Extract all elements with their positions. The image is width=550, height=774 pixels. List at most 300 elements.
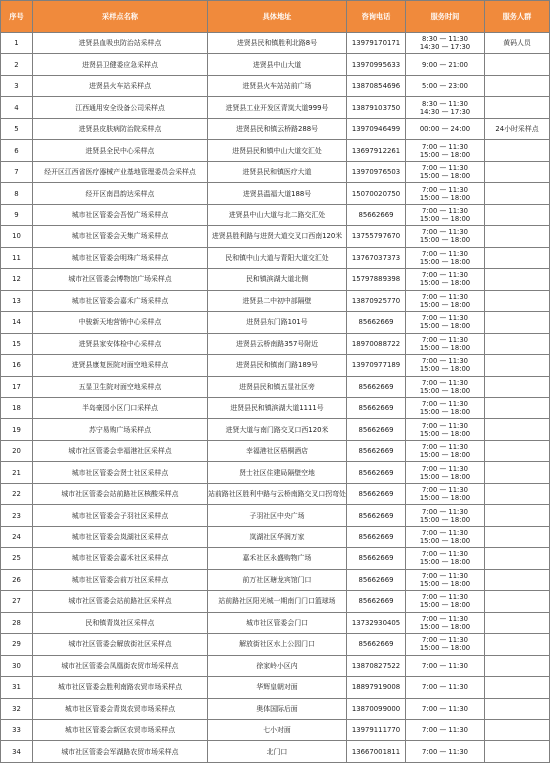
cell-address: 民和镇中山大道与青阳大道交汇处 [208,247,347,268]
time-line: 7:00 — 11:30 [422,314,468,323]
cell-no: 14 [1,312,33,333]
cell-name: 城市社区管委会子羽社区采样点 [33,505,208,526]
cell-time [406,97,485,118]
cell-phone: 13697912261 [347,140,406,161]
cell-no: 1 [1,33,33,54]
time-line: 7:00 — 11:30 [422,683,468,692]
cell-group [485,75,550,96]
table-row [1,376,550,397]
cell-address: 岚湖社区华润万家 [208,526,347,547]
time-line: 15:00 — 18:00 [419,622,471,631]
header-group: 服务人群 [485,1,550,33]
cell-phone: 13970977189 [347,355,406,376]
cell-group [485,290,550,311]
time-line: 15:00 — 18:00 [419,214,471,223]
cell-group [485,419,550,440]
cell-name: 苏宁易购广场采样点 [33,419,208,440]
header-time: 服务时间 [406,1,485,33]
time-line: 7:00 — 11:30 [422,292,468,301]
cell-phone: 85662669 [347,483,406,504]
cell-time [406,204,485,225]
time-line: 7:00 — 11:30 [422,400,468,409]
time-line: 15:00 — 18:00 [419,472,471,481]
cell-group [485,397,550,418]
cell-no: 30 [1,655,33,676]
cell-time [406,440,485,461]
table-row [1,75,550,96]
cell-address: 贤士社区住建局隔壁空地 [208,462,347,483]
cell-name: 城市社区管委会嘉禾社区采样点 [33,548,208,569]
cell-phone: 13870827522 [347,655,406,676]
cell-group [485,483,550,504]
cell-no: 4 [1,97,33,118]
cell-phone: 13870099000 [347,698,406,719]
cell-group [485,97,550,118]
cell-no: 9 [1,204,33,225]
cell-phone: 15797889398 [347,269,406,290]
cell-address: 徐家岭小区内 [208,655,347,676]
time-line: 7:00 — 11:30 [422,486,468,495]
cell-time [406,118,485,139]
cell-no: 27 [1,591,33,612]
cell-no: 25 [1,548,33,569]
time-line: 15:00 — 18:00 [419,494,471,503]
cell-address: 子羽社区中央广场 [208,505,347,526]
table-row [1,612,550,633]
time-line: 7:00 — 11:30 [422,378,468,387]
cell-address: 奥体国际后面 [208,698,347,719]
cell-time [406,33,485,54]
table-header-row [1,1,550,33]
time-line: 15:00 — 18:00 [419,322,471,331]
cell-phone: 13979170171 [347,33,406,54]
cell-group [485,677,550,698]
time-line: 7:00 — 11:30 [422,747,468,756]
cell-name: 城市社区管委会军湖路农贸市场采样点 [33,741,208,762]
cell-group [485,698,550,719]
cell-group [485,333,550,354]
cell-time [406,677,485,698]
cell-name: 城市社区管委会天集广场采样点 [33,226,208,247]
table-row [1,140,550,161]
cell-group [485,226,550,247]
time-line: 7:00 — 11:30 [422,507,468,516]
cell-name: 城市社区管委会凤凰街农贸市场采样点 [33,655,208,676]
cell-no: 21 [1,462,33,483]
cell-phone: 85662669 [347,526,406,547]
cell-group [485,355,550,376]
cell-phone: 13879103750 [347,97,406,118]
cell-name: 城市社区管委会博物馆广场采样点 [33,269,208,290]
cell-phone: 18970088722 [347,333,406,354]
cell-no: 16 [1,355,33,376]
cell-name: 城市社区管委会贤士社区采样点 [33,462,208,483]
cell-phone: 13970976503 [347,161,406,182]
header-name: 采样点名称 [33,1,208,33]
cell-time [406,161,485,182]
cell-no: 24 [1,526,33,547]
table-row [1,548,550,569]
time-line: 5:00 — 23:00 [422,82,468,91]
cell-name: 城市社区管委会青岚农贸市场采样点 [33,698,208,719]
cell-group [485,312,550,333]
cell-name: 江西通用安全设备公司采样点 [33,97,208,118]
cell-no: 5 [1,118,33,139]
cell-phone: 13979111770 [347,720,406,741]
time-line: 7:00 — 11:30 [422,249,468,258]
table-row [1,204,550,225]
cell-name: 城市社区管委会前万社区采样点 [33,569,208,590]
cell-phone: 13732930405 [347,612,406,633]
time-line: 7:00 — 11:30 [422,704,468,713]
cell-no: 12 [1,269,33,290]
cell-no: 15 [1,333,33,354]
time-line: 7:00 — 11:30 [422,443,468,452]
cell-group [485,612,550,633]
cell-phone: 18897919008 [347,677,406,698]
cell-time [406,720,485,741]
cell-no: 11 [1,247,33,268]
time-line: 8:30 — 11:30 [422,99,468,108]
cell-group [485,634,550,655]
time-line: 7:00 — 11:30 [422,464,468,473]
table-row [1,526,550,547]
cell-address: 进贤县二中初中部隔壁 [208,290,347,311]
cell-group [485,741,550,762]
time-line: 7:00 — 11:30 [422,142,468,151]
cell-address: 进贤大道与南门路交叉口西120米 [208,419,347,440]
cell-name: 经开区江西省医疗器械产业基地管理委员会采样点 [33,161,208,182]
cell-group [485,247,550,268]
cell-name: 城市社区管委会幸福港社区采样点 [33,440,208,461]
cell-time [406,269,485,290]
cell-address: 进贤县民和镇云桥路288号 [208,118,347,139]
cell-address: 进贤县中山大道与北二路交汇处 [208,204,347,225]
table-row [1,419,550,440]
cell-name: 中骏新天地营销中心采样点 [33,312,208,333]
cell-name: 城市社区管委会吾悦广场采样点 [33,204,208,225]
time-line: 15:00 — 18:00 [419,193,471,202]
cell-address: 进贤县温福大道188号 [208,183,347,204]
cell-no: 10 [1,226,33,247]
cell-address: 解放街社区水上公园门口 [208,634,347,655]
cell-no: 8 [1,183,33,204]
cell-name: 进贤县家安体检中心采样点 [33,333,208,354]
table-row [1,698,550,719]
cell-group: 黄码人员 [485,33,550,54]
cell-time [406,591,485,612]
cell-address: 进贤县民和镇中山大道交汇处 [208,140,347,161]
time-line: 7:00 — 11:30 [422,593,468,602]
table-row [1,591,550,612]
cell-group [485,440,550,461]
time-line: 15:00 — 18:00 [419,343,471,352]
cell-address: 进贤县工业开发区青岚大道999号 [208,97,347,118]
time-line: 15:00 — 18:00 [419,558,471,567]
cell-phone: 13767037373 [347,247,406,268]
cell-phone: 13870925770 [347,290,406,311]
cell-address: 进贤县民和镇胜利北路8号 [208,33,347,54]
cell-no: 13 [1,290,33,311]
cell-time [406,247,485,268]
table-row [1,741,550,762]
cell-no: 3 [1,75,33,96]
time-line: 15:00 — 18:00 [419,515,471,524]
cell-name: 半岛豪园小区门口采样点 [33,397,208,418]
cell-phone: 13755797670 [347,226,406,247]
time-line: 7:00 — 11:30 [422,571,468,580]
cell-group [485,269,550,290]
time-line: 9:00 — 21:00 [422,60,468,69]
cell-time [406,376,485,397]
cell-name: 进贤县皮肤病防治院采样点 [33,118,208,139]
table-row [1,97,550,118]
cell-address: 进贤县民和镇滨湖大道1111号 [208,397,347,418]
cell-address: 七小对面 [208,720,347,741]
cell-no: 2 [1,54,33,75]
cell-group [485,569,550,590]
cell-time [406,483,485,504]
cell-time [406,75,485,96]
cell-no: 31 [1,677,33,698]
table-row [1,462,550,483]
table-row [1,312,550,333]
cell-name: 城市社区管委会解放街社区采样点 [33,634,208,655]
table-row [1,269,550,290]
cell-group [485,505,550,526]
cell-time [406,462,485,483]
cell-group [485,54,550,75]
time-line: 15:00 — 18:00 [419,537,471,546]
cell-name: 城市社区管委会站前路社区采样点 [33,591,208,612]
time-line: 7:00 — 11:30 [422,421,468,430]
time-line: 15:00 — 18:00 [419,172,471,181]
cell-name: 城市社区管委会嘉禾广场采样点 [33,290,208,311]
time-line: 7:00 — 11:30 [422,614,468,623]
cell-phone: 85662669 [347,634,406,655]
cell-phone: 85662669 [347,376,406,397]
time-line: 15:00 — 18:00 [419,451,471,460]
cell-group: 24小时采样点 [485,118,550,139]
cell-time [406,355,485,376]
cell-time [406,526,485,547]
cell-time [406,612,485,633]
cell-name: 城市社区管委会新区农贸市场采样点 [33,720,208,741]
cell-group [485,526,550,547]
table-row [1,333,550,354]
time-line: 15:00 — 18:00 [419,579,471,588]
cell-no: 33 [1,720,33,741]
cell-phone: 85662669 [347,397,406,418]
cell-address: 进贤县东门路101号 [208,312,347,333]
cell-address: 站前路社区胜利中路与云桥南路交叉口拐弯处 [208,483,347,504]
cell-no: 26 [1,569,33,590]
cell-phone: 13870854696 [347,75,406,96]
cell-name: 城市社区管委会明珠广场采样点 [33,247,208,268]
time-line: 15:00 — 18:00 [419,236,471,245]
cell-no: 23 [1,505,33,526]
time-line: 00:00 — 24:00 [419,125,471,134]
table-row [1,720,550,741]
time-line: 14:30 — 17:30 [419,43,471,52]
cell-name: 城市社区管委会岚湖社区采样点 [33,526,208,547]
cell-time [406,183,485,204]
cell-no: 29 [1,634,33,655]
cell-address: 进贤县民和镇南门路189号 [208,355,347,376]
table-body [1,33,550,763]
cell-time [406,397,485,418]
cell-name: 经开区南昌韵达采样点 [33,183,208,204]
cell-no: 32 [1,698,33,719]
cell-time [406,140,485,161]
cell-name: 进贤县血吸虫防治站采样点 [33,33,208,54]
cell-time [406,505,485,526]
cell-group [485,591,550,612]
time-line: 14:30 — 17:30 [419,107,471,116]
time-line: 7:00 — 11:30 [422,164,468,173]
header-no: 序号 [1,1,33,33]
cell-phone: 13970946499 [347,118,406,139]
cell-time [406,419,485,440]
cell-address: 民和镇滨湖大道北侧 [208,269,347,290]
time-line: 15:00 — 18:00 [419,386,471,395]
cell-group [485,720,550,741]
cell-address: 站前路社区阳光城一期南门门口篮球场 [208,591,347,612]
cell-phone: 85662669 [347,505,406,526]
time-line: 7:00 — 11:30 [422,185,468,194]
time-line: 15:00 — 18:00 [419,257,471,266]
cell-group [485,204,550,225]
cell-time [406,741,485,762]
cell-no: 17 [1,376,33,397]
cell-time [406,333,485,354]
table-row [1,440,550,461]
cell-group [485,655,550,676]
cell-no: 7 [1,161,33,182]
cell-phone: 13667001811 [347,741,406,762]
time-line: 15:00 — 18:00 [419,365,471,374]
cell-time [406,226,485,247]
cell-address: 进贤县云桥南路357号附近 [208,333,347,354]
cell-phone: 85662669 [347,548,406,569]
table-row [1,54,550,75]
time-line: 7:00 — 11:30 [422,228,468,237]
table-row [1,397,550,418]
time-line: 7:00 — 11:30 [422,636,468,645]
cell-name: 进贤县火车站采样点 [33,75,208,96]
cell-group [485,376,550,397]
table-row [1,569,550,590]
time-line: 7:00 — 11:30 [422,335,468,344]
cell-address: 城市社区管委会门口 [208,612,347,633]
cell-no: 20 [1,440,33,461]
time-line: 8:30 — 11:30 [422,35,468,44]
cell-address: 华辉皇朝对面 [208,677,347,698]
header-phone: 咨询电话 [347,1,406,33]
cell-address: 幸福港社区梧桐酒店 [208,440,347,461]
table-row [1,290,550,311]
cell-no: 22 [1,483,33,504]
cell-name: 进贤县全民中心采样点 [33,140,208,161]
cell-phone: 15070020750 [347,183,406,204]
time-line: 7:00 — 11:30 [422,661,468,670]
cell-name: 五显卫生院对面空地采样点 [33,376,208,397]
cell-group [485,140,550,161]
time-line: 15:00 — 18:00 [419,408,471,417]
table-row [1,118,550,139]
time-line: 15:00 — 18:00 [419,279,471,288]
header-address: 具体地址 [208,1,347,33]
time-line: 7:00 — 11:30 [422,529,468,538]
cell-address: 进贤县民和镇五显社区旁 [208,376,347,397]
cell-phone: 85662669 [347,312,406,333]
time-line: 7:00 — 11:30 [422,357,468,366]
cell-address: 进贤县火车站站前广场 [208,75,347,96]
table-row [1,33,550,54]
cell-address: 进贤县胜利路与进贤大道交叉口西南120米 [208,226,347,247]
cell-group [485,161,550,182]
time-line: 15:00 — 18:00 [419,300,471,309]
cell-name: 城市社区管委会站前路社区核酸采样点 [33,483,208,504]
cell-phone: 85662669 [347,440,406,461]
table-row [1,355,550,376]
cell-phone: 85662669 [347,591,406,612]
time-line: 15:00 — 18:00 [419,150,471,159]
cell-address: 进贤县民和镇医疗大道 [208,161,347,182]
cell-time [406,290,485,311]
cell-name: 城市社区管委会胜利南路农贸市场采样点 [33,677,208,698]
cell-name: 民和镇青岚社区采样点 [33,612,208,633]
cell-time [406,548,485,569]
cell-no: 18 [1,397,33,418]
time-line: 7:00 — 11:30 [422,206,468,215]
cell-time [406,698,485,719]
cell-time [406,312,485,333]
table-row [1,161,550,182]
cell-phone: 85662669 [347,204,406,225]
cell-address: 嘉禾社区永盛购物广场 [208,548,347,569]
table-row [1,655,550,676]
cell-phone: 85662669 [347,419,406,440]
cell-group [485,548,550,569]
time-line: 7:00 — 11:30 [422,271,468,280]
cell-no: 34 [1,741,33,762]
cell-phone: 13970995633 [347,54,406,75]
cell-name: 进贤县康复医院对面空地采样点 [33,355,208,376]
cell-address: 北门口 [208,741,347,762]
cell-group [485,462,550,483]
cell-phone: 85662669 [347,462,406,483]
cell-phone: 85662669 [347,569,406,590]
cell-time [406,569,485,590]
cell-address: 前万社区瑭龙宾馆门口 [208,569,347,590]
table-row [1,247,550,268]
table-row [1,183,550,204]
time-line: 7:00 — 11:30 [422,550,468,559]
cell-no: 6 [1,140,33,161]
cell-time [406,634,485,655]
cell-no: 19 [1,419,33,440]
cell-no: 28 [1,612,33,633]
table-row [1,505,550,526]
time-line: 15:00 — 18:00 [419,644,471,653]
cell-group [485,183,550,204]
cell-time [406,655,485,676]
table-row [1,634,550,655]
table-row [1,226,550,247]
cell-address: 进贤县中山大道 [208,54,347,75]
table-row [1,483,550,504]
